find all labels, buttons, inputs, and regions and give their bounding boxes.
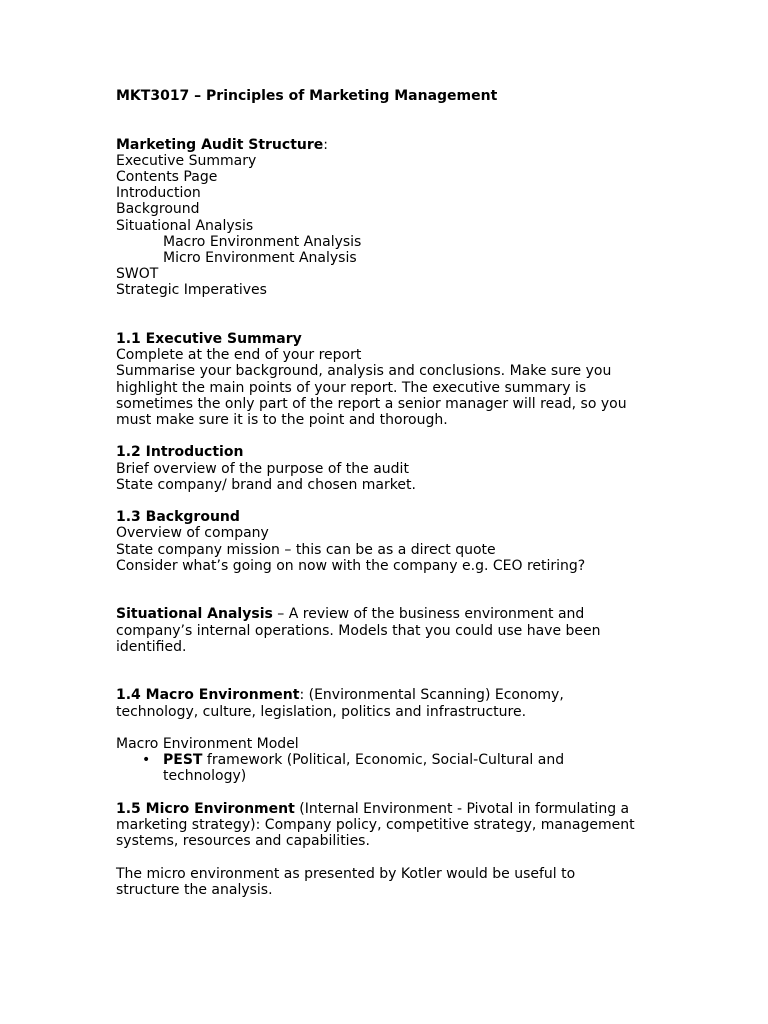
background-line: Overview of company: [116, 525, 269, 542]
course-title: MKT3017 – Principles of Marketing Management: [116, 88, 498, 104]
spacer: [116, 428, 676, 444]
spacer: [116, 574, 676, 606]
pest-bullet-item: [116, 752, 676, 768]
introduction-line: State company/ brand and chosen market.: [116, 476, 416, 493]
macro-text: : (Environmental Scanning) Economy,: [299, 687, 564, 704]
micro-line: systems, resources and capabilities.: [116, 833, 370, 850]
pest-label: PEST: [163, 752, 203, 769]
audit-subitem-micro: Micro Environment Analysis: [163, 250, 357, 267]
situational-line: identified.: [116, 638, 187, 655]
background-line: Consider what’s going on now with the company e.g. CEO retiring?: [116, 557, 586, 574]
micro-line: marketing strategy): Company policy, competitive strategy, management: [116, 817, 635, 834]
executive-summary-line: Summarise your background, analysis and conclusions. Make sure you: [116, 363, 612, 380]
macro-first-line: [116, 687, 676, 703]
situational-text: – A review of the business environment and: [272, 606, 585, 623]
audit-heading: Marketing Audit Structure: [116, 136, 324, 153]
audit-subitem-macro: Macro Environment Analysis: [163, 233, 362, 250]
introduction-line: Brief overview of the purpose of the audit: [116, 460, 409, 477]
spacer: [116, 785, 676, 801]
executive-summary-line: highlight the main points of your report. The executive summary is: [116, 379, 587, 396]
background-line: State company mission – this can be as a direct quote: [116, 541, 496, 558]
audit-heading-colon: :: [323, 136, 328, 153]
document-page: [116, 88, 676, 898]
macro-line: technology, culture, legislation, politics and infrastructure.: [116, 703, 527, 720]
introduction-heading: 1.2 Introduction: [116, 444, 244, 461]
audit-item-swot: SWOT: [116, 266, 159, 283]
executive-summary-line: Complete at the end of your report: [116, 347, 362, 364]
micro-paragraph-line: The micro environment as presented by Kotler would be useful to: [116, 865, 576, 882]
macro-model-label: Macro Environment Model: [116, 736, 299, 753]
background-heading: 1.3 Background: [116, 509, 240, 526]
spacer: [116, 299, 676, 331]
spacer: [116, 493, 676, 509]
audit-item-background: Background: [116, 201, 200, 218]
audit-item-executive-summary: Executive Summary: [116, 152, 257, 169]
executive-summary-line: sometimes the only part of the report a senior manager will read, so you: [116, 395, 627, 412]
executive-summary-heading: 1.1 Executive Summary: [116, 331, 302, 348]
pest-text: framework (Political, Economic, Social-Cultural and: [202, 752, 565, 769]
bullet-icon: •: [142, 752, 151, 769]
audit-item-strategic-imperatives: Strategic Imperatives: [116, 282, 267, 299]
executive-summary-line: must make sure it is to the point and thorough.: [116, 412, 448, 429]
situational-heading: Situational Analysis: [116, 606, 273, 623]
micro-heading: 1.5 Micro Environment: [116, 800, 295, 817]
spacer: [116, 104, 676, 136]
micro-text: (Internal Environment - Pivotal in formulating a: [294, 800, 630, 817]
macro-heading: 1.4 Macro Environment: [116, 687, 300, 704]
spacer: [116, 720, 676, 736]
micro-paragraph-line: structure the analysis.: [116, 881, 273, 898]
situational-first-line: [116, 606, 676, 622]
audit-item-situational-analysis: Situational Analysis: [116, 217, 254, 234]
audit-heading-line: [116, 137, 676, 153]
spacer: [116, 849, 676, 865]
micro-first-line: [116, 801, 676, 817]
audit-item-introduction: Introduction: [116, 185, 201, 202]
situational-line: company’s internal operations. Models that you could use have been: [116, 622, 601, 639]
audit-item-contents-page: Contents Page: [116, 169, 218, 185]
pest-continuation: technology): [163, 768, 247, 785]
spacer: [116, 655, 676, 687]
